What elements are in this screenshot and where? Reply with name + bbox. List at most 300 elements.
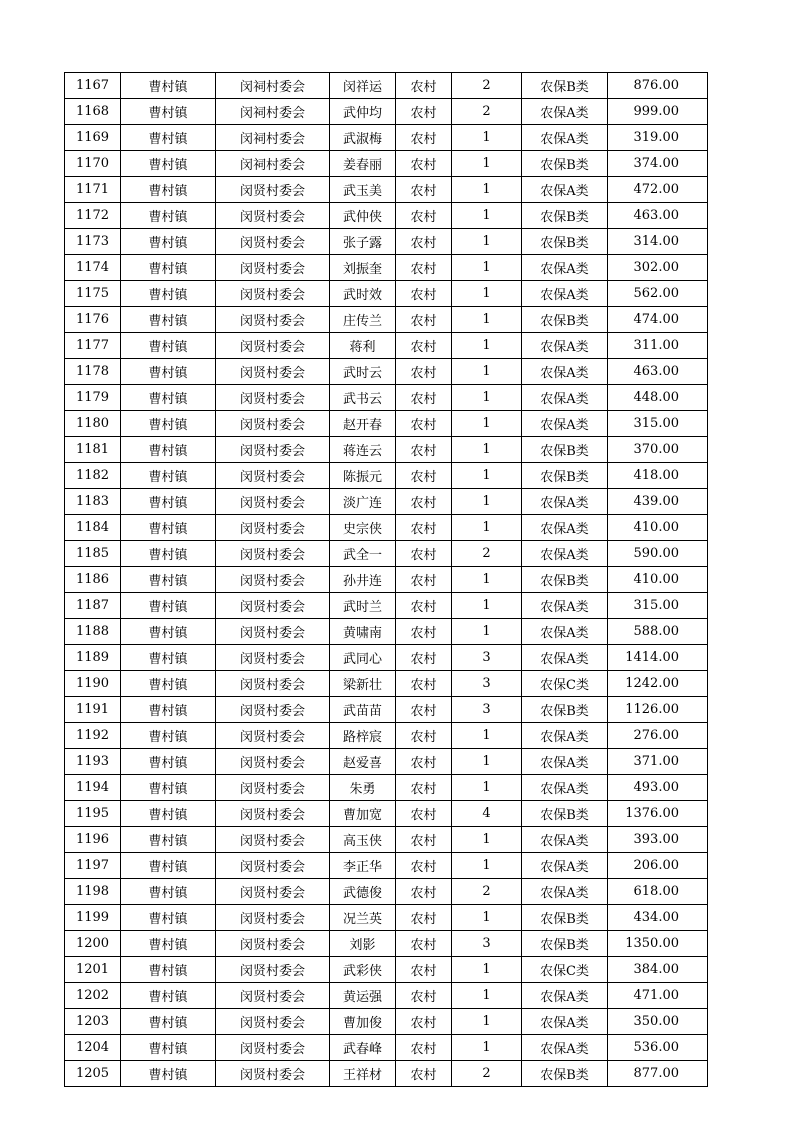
cell-row-no: 1188 — [65, 619, 121, 645]
cell-village-committee: 闵祠村委会 — [216, 73, 330, 99]
cell-category: 农村 — [396, 489, 452, 515]
cell-name: 史宗侠 — [330, 515, 396, 541]
cell-persons: 1 — [452, 827, 522, 853]
cell-persons: 1 — [452, 515, 522, 541]
cell-village-committee: 闵祠村委会 — [216, 99, 330, 125]
cell-persons: 1 — [452, 203, 522, 229]
cell-amount: 463.00 — [608, 359, 708, 385]
cell-village-committee: 闵贤村委会 — [216, 749, 330, 775]
cell-category: 农村 — [396, 645, 452, 671]
cell-town: 曹村镇 — [121, 125, 216, 151]
cell-category: 农村 — [396, 905, 452, 931]
cell-town: 曹村镇 — [121, 281, 216, 307]
cell-persons: 1 — [452, 281, 522, 307]
cell-village-committee: 闵贤村委会 — [216, 567, 330, 593]
table-row — [65, 99, 708, 125]
cell-name: 刘振奎 — [330, 255, 396, 281]
table-row — [65, 73, 708, 99]
cell-row-no: 1199 — [65, 905, 121, 931]
cell-persons: 1 — [452, 567, 522, 593]
table-row — [65, 567, 708, 593]
cell-amount: 302.00 — [608, 255, 708, 281]
cell-category: 农村 — [396, 385, 452, 411]
cell-amount: 536.00 — [608, 1035, 708, 1061]
cell-row-no: 1184 — [65, 515, 121, 541]
cell-category: 农村 — [396, 697, 452, 723]
cell-persons: 3 — [452, 697, 522, 723]
cell-amount: 384.00 — [608, 957, 708, 983]
table-row — [65, 281, 708, 307]
table-row — [65, 151, 708, 177]
cell-village-committee: 闵贤村委会 — [216, 463, 330, 489]
cell-row-no: 1169 — [65, 125, 121, 151]
table-row — [65, 723, 708, 749]
cell-amount: 434.00 — [608, 905, 708, 931]
cell-insurance-type: 农保A类 — [522, 723, 608, 749]
table-row — [65, 515, 708, 541]
cell-town: 曹村镇 — [121, 151, 216, 177]
cell-insurance-type: 农保B类 — [522, 801, 608, 827]
cell-village-committee: 闵贤村委会 — [216, 489, 330, 515]
cell-insurance-type: 农保B类 — [522, 437, 608, 463]
cell-category: 农村 — [396, 593, 452, 619]
cell-category: 农村 — [396, 775, 452, 801]
table-row — [65, 489, 708, 515]
cell-town: 曹村镇 — [121, 1035, 216, 1061]
cell-category: 农村 — [396, 99, 452, 125]
cell-insurance-type: 农保B类 — [522, 203, 608, 229]
cell-insurance-type: 农保A类 — [522, 411, 608, 437]
cell-insurance-type: 农保B类 — [522, 73, 608, 99]
cell-insurance-type: 农保A类 — [522, 827, 608, 853]
table-row — [65, 463, 708, 489]
cell-village-committee: 闵贤村委会 — [216, 515, 330, 541]
cell-village-committee: 闵贤村委会 — [216, 437, 330, 463]
cell-row-no: 1186 — [65, 567, 121, 593]
table-row — [65, 385, 708, 411]
cell-town: 曹村镇 — [121, 99, 216, 125]
cell-amount: 474.00 — [608, 307, 708, 333]
cell-row-no: 1195 — [65, 801, 121, 827]
cell-insurance-type: 农保A类 — [522, 1009, 608, 1035]
cell-persons: 1 — [452, 463, 522, 489]
cell-village-committee: 闵贤村委会 — [216, 619, 330, 645]
cell-village-committee: 闵贤村委会 — [216, 177, 330, 203]
cell-insurance-type: 农保A类 — [522, 515, 608, 541]
cell-town: 曹村镇 — [121, 853, 216, 879]
cell-name: 黄啸南 — [330, 619, 396, 645]
cell-village-committee: 闵贤村委会 — [216, 879, 330, 905]
cell-category: 农村 — [396, 1035, 452, 1061]
cell-amount: 393.00 — [608, 827, 708, 853]
cell-name: 武时云 — [330, 359, 396, 385]
cell-name: 武全一 — [330, 541, 396, 567]
cell-insurance-type: 农保A类 — [522, 593, 608, 619]
cell-row-no: 1172 — [65, 203, 121, 229]
cell-amount: 370.00 — [608, 437, 708, 463]
table-body — [65, 73, 708, 1087]
cell-name: 武淑梅 — [330, 125, 396, 151]
cell-town: 曹村镇 — [121, 697, 216, 723]
cell-name: 梁新壮 — [330, 671, 396, 697]
cell-row-no: 1177 — [65, 333, 121, 359]
cell-row-no: 1204 — [65, 1035, 121, 1061]
cell-row-no: 1190 — [65, 671, 121, 697]
cell-insurance-type: 农保B类 — [522, 463, 608, 489]
cell-row-no: 1189 — [65, 645, 121, 671]
table-row — [65, 593, 708, 619]
cell-town: 曹村镇 — [121, 775, 216, 801]
cell-persons: 2 — [452, 541, 522, 567]
cell-village-committee: 闵贤村委会 — [216, 905, 330, 931]
cell-category: 农村 — [396, 983, 452, 1009]
cell-category: 农村 — [396, 723, 452, 749]
cell-category: 农村 — [396, 203, 452, 229]
cell-village-committee: 闵贤村委会 — [216, 827, 330, 853]
table-row — [65, 697, 708, 723]
cell-insurance-type: 农保A类 — [522, 853, 608, 879]
cell-row-no: 1180 — [65, 411, 121, 437]
cell-row-no: 1201 — [65, 957, 121, 983]
cell-name: 庄传兰 — [330, 307, 396, 333]
cell-persons: 3 — [452, 931, 522, 957]
cell-insurance-type: 农保B类 — [522, 307, 608, 333]
cell-category: 农村 — [396, 73, 452, 99]
cell-category: 农村 — [396, 567, 452, 593]
cell-town: 曹村镇 — [121, 931, 216, 957]
cell-category: 农村 — [396, 671, 452, 697]
cell-town: 曹村镇 — [121, 411, 216, 437]
cell-category: 农村 — [396, 1061, 452, 1087]
cell-town: 曹村镇 — [121, 671, 216, 697]
cell-name: 武苗苗 — [330, 697, 396, 723]
cell-row-no: 1196 — [65, 827, 121, 853]
cell-insurance-type: 农保A类 — [522, 281, 608, 307]
cell-village-committee: 闵贤村委会 — [216, 411, 330, 437]
cell-amount: 371.00 — [608, 749, 708, 775]
cell-row-no: 1178 — [65, 359, 121, 385]
cell-town: 曹村镇 — [121, 333, 216, 359]
table-row — [65, 749, 708, 775]
cell-village-committee: 闵贤村委会 — [216, 775, 330, 801]
cell-category: 农村 — [396, 749, 452, 775]
cell-insurance-type: 农保B类 — [522, 697, 608, 723]
cell-persons: 2 — [452, 73, 522, 99]
cell-insurance-type: 农保A类 — [522, 255, 608, 281]
cell-name: 淡广连 — [330, 489, 396, 515]
table-row — [65, 619, 708, 645]
cell-amount: 590.00 — [608, 541, 708, 567]
cell-persons: 1 — [452, 359, 522, 385]
cell-category: 农村 — [396, 307, 452, 333]
cell-village-committee: 闵贤村委会 — [216, 957, 330, 983]
cell-town: 曹村镇 — [121, 515, 216, 541]
cell-town: 曹村镇 — [121, 489, 216, 515]
cell-insurance-type: 农保A类 — [522, 125, 608, 151]
cell-village-committee: 闵贤村委会 — [216, 671, 330, 697]
cell-row-no: 1176 — [65, 307, 121, 333]
table-row — [65, 853, 708, 879]
cell-insurance-type: 农保A类 — [522, 359, 608, 385]
table-row — [65, 333, 708, 359]
cell-row-no: 1193 — [65, 749, 121, 775]
cell-insurance-type: 农保A类 — [522, 619, 608, 645]
cell-amount: 562.00 — [608, 281, 708, 307]
cell-amount: 374.00 — [608, 151, 708, 177]
cell-row-no: 1200 — [65, 931, 121, 957]
cell-persons: 1 — [452, 411, 522, 437]
table-row — [65, 775, 708, 801]
cell-amount: 315.00 — [608, 593, 708, 619]
cell-name: 武春峰 — [330, 1035, 396, 1061]
table-row — [65, 1009, 708, 1035]
cell-name: 武玉美 — [330, 177, 396, 203]
cell-name: 刘影 — [330, 931, 396, 957]
cell-village-committee: 闵贤村委会 — [216, 931, 330, 957]
cell-town: 曹村镇 — [121, 1061, 216, 1087]
cell-row-no: 1179 — [65, 385, 121, 411]
table-row — [65, 177, 708, 203]
cell-row-no: 1194 — [65, 775, 121, 801]
cell-category: 农村 — [396, 827, 452, 853]
cell-village-committee: 闵贤村委会 — [216, 203, 330, 229]
cell-row-no: 1185 — [65, 541, 121, 567]
cell-persons: 1 — [452, 1035, 522, 1061]
cell-name: 武时效 — [330, 281, 396, 307]
cell-village-committee: 闵贤村委会 — [216, 723, 330, 749]
cell-village-committee: 闵贤村委会 — [216, 801, 330, 827]
cell-amount: 472.00 — [608, 177, 708, 203]
cell-persons: 1 — [452, 385, 522, 411]
cell-name: 武彩侠 — [330, 957, 396, 983]
cell-name: 高玉侠 — [330, 827, 396, 853]
cell-persons: 1 — [452, 333, 522, 359]
cell-category: 农村 — [396, 619, 452, 645]
table-row — [65, 255, 708, 281]
cell-town: 曹村镇 — [121, 957, 216, 983]
cell-town: 曹村镇 — [121, 177, 216, 203]
cell-insurance-type: 农保A类 — [522, 177, 608, 203]
cell-town: 曹村镇 — [121, 749, 216, 775]
cell-town: 曹村镇 — [121, 723, 216, 749]
cell-town: 曹村镇 — [121, 203, 216, 229]
cell-row-no: 1202 — [65, 983, 121, 1009]
cell-village-committee: 闵贤村委会 — [216, 333, 330, 359]
cell-row-no: 1175 — [65, 281, 121, 307]
table-row — [65, 203, 708, 229]
cell-row-no: 1192 — [65, 723, 121, 749]
cell-name: 武仲侠 — [330, 203, 396, 229]
cell-row-no: 1168 — [65, 99, 121, 125]
cell-amount: 314.00 — [608, 229, 708, 255]
cell-insurance-type: 农保A类 — [522, 645, 608, 671]
cell-name: 赵开春 — [330, 411, 396, 437]
cell-insurance-type: 农保B类 — [522, 931, 608, 957]
cell-category: 农村 — [396, 437, 452, 463]
cell-town: 曹村镇 — [121, 255, 216, 281]
cell-amount: 1414.00 — [608, 645, 708, 671]
cell-persons: 2 — [452, 1061, 522, 1087]
cell-amount: 206.00 — [608, 853, 708, 879]
cell-amount: 418.00 — [608, 463, 708, 489]
cell-town: 曹村镇 — [121, 463, 216, 489]
cell-category: 农村 — [396, 255, 452, 281]
cell-name: 闵祥运 — [330, 73, 396, 99]
cell-row-no: 1205 — [65, 1061, 121, 1087]
cell-row-no: 1191 — [65, 697, 121, 723]
cell-category: 农村 — [396, 411, 452, 437]
cell-persons: 1 — [452, 957, 522, 983]
cell-town: 曹村镇 — [121, 879, 216, 905]
cell-row-no: 1203 — [65, 1009, 121, 1035]
cell-name: 曹加宽 — [330, 801, 396, 827]
table-row — [65, 827, 708, 853]
cell-village-committee: 闵贤村委会 — [216, 255, 330, 281]
cell-amount: 877.00 — [608, 1061, 708, 1087]
cell-village-committee: 闵贤村委会 — [216, 1061, 330, 1087]
subsidy-table — [64, 72, 708, 1087]
cell-village-committee: 闵贤村委会 — [216, 281, 330, 307]
cell-category: 农村 — [396, 957, 452, 983]
cell-village-committee: 闵贤村委会 — [216, 229, 330, 255]
cell-row-no: 1181 — [65, 437, 121, 463]
cell-row-no: 1198 — [65, 879, 121, 905]
cell-category: 农村 — [396, 333, 452, 359]
cell-persons: 1 — [452, 151, 522, 177]
cell-town: 曹村镇 — [121, 645, 216, 671]
cell-insurance-type: 农保C类 — [522, 957, 608, 983]
cell-village-committee: 闵贤村委会 — [216, 359, 330, 385]
cell-town: 曹村镇 — [121, 73, 216, 99]
cell-town: 曹村镇 — [121, 359, 216, 385]
cell-insurance-type: 农保B类 — [522, 905, 608, 931]
cell-amount: 311.00 — [608, 333, 708, 359]
cell-name: 武时兰 — [330, 593, 396, 619]
cell-row-no: 1182 — [65, 463, 121, 489]
table-row — [65, 957, 708, 983]
table-row — [65, 801, 708, 827]
cell-category: 农村 — [396, 1009, 452, 1035]
cell-persons: 1 — [452, 255, 522, 281]
table-row — [65, 125, 708, 151]
cell-category: 农村 — [396, 515, 452, 541]
cell-village-committee: 闵贤村委会 — [216, 983, 330, 1009]
cell-amount: 1242.00 — [608, 671, 708, 697]
cell-village-committee: 闵贤村委会 — [216, 307, 330, 333]
cell-name: 姜春丽 — [330, 151, 396, 177]
cell-insurance-type: 农保A类 — [522, 775, 608, 801]
cell-name: 蒋利 — [330, 333, 396, 359]
cell-insurance-type: 农保A类 — [522, 541, 608, 567]
cell-village-committee: 闵祠村委会 — [216, 125, 330, 151]
cell-village-committee: 闵贤村委会 — [216, 541, 330, 567]
cell-name: 孙井连 — [330, 567, 396, 593]
cell-village-committee: 闵贤村委会 — [216, 1009, 330, 1035]
cell-row-no: 1167 — [65, 73, 121, 99]
cell-town: 曹村镇 — [121, 385, 216, 411]
cell-town: 曹村镇 — [121, 983, 216, 1009]
cell-name: 武同心 — [330, 645, 396, 671]
cell-amount: 471.00 — [608, 983, 708, 1009]
cell-insurance-type: 农保A类 — [522, 489, 608, 515]
cell-row-no: 1170 — [65, 151, 121, 177]
cell-amount: 410.00 — [608, 515, 708, 541]
cell-town: 曹村镇 — [121, 1009, 216, 1035]
cell-town: 曹村镇 — [121, 801, 216, 827]
cell-town: 曹村镇 — [121, 905, 216, 931]
cell-category: 农村 — [396, 801, 452, 827]
cell-persons: 3 — [452, 645, 522, 671]
cell-insurance-type: 农保A类 — [522, 749, 608, 775]
cell-amount: 588.00 — [608, 619, 708, 645]
cell-amount: 276.00 — [608, 723, 708, 749]
cell-row-no: 1174 — [65, 255, 121, 281]
cell-persons: 1 — [452, 1009, 522, 1035]
cell-amount: 618.00 — [608, 879, 708, 905]
table-row — [65, 359, 708, 385]
cell-village-committee: 闵贤村委会 — [216, 593, 330, 619]
cell-village-committee: 闵祠村委会 — [216, 151, 330, 177]
table-row — [65, 1061, 708, 1087]
cell-village-committee: 闵贤村委会 — [216, 1035, 330, 1061]
cell-persons: 1 — [452, 723, 522, 749]
cell-insurance-type: 农保B类 — [522, 1061, 608, 1087]
cell-category: 农村 — [396, 281, 452, 307]
cell-name: 李正华 — [330, 853, 396, 879]
cell-town: 曹村镇 — [121, 307, 216, 333]
cell-insurance-type: 农保A类 — [522, 333, 608, 359]
cell-town: 曹村镇 — [121, 567, 216, 593]
cell-insurance-type: 农保B类 — [522, 151, 608, 177]
cell-persons: 1 — [452, 125, 522, 151]
table-row — [65, 229, 708, 255]
cell-village-committee: 闵贤村委会 — [216, 385, 330, 411]
cell-insurance-type: 农保B类 — [522, 567, 608, 593]
cell-town: 曹村镇 — [121, 619, 216, 645]
table-row — [65, 905, 708, 931]
cell-village-committee: 闵贤村委会 — [216, 853, 330, 879]
cell-persons: 1 — [452, 489, 522, 515]
cell-row-no: 1171 — [65, 177, 121, 203]
cell-persons: 2 — [452, 99, 522, 125]
cell-town: 曹村镇 — [121, 827, 216, 853]
table-row — [65, 437, 708, 463]
cell-amount: 350.00 — [608, 1009, 708, 1035]
table-row — [65, 1035, 708, 1061]
cell-insurance-type: 农保A类 — [522, 983, 608, 1009]
cell-persons: 1 — [452, 229, 522, 255]
cell-town: 曹村镇 — [121, 593, 216, 619]
cell-town: 曹村镇 — [121, 541, 216, 567]
cell-name: 赵爱喜 — [330, 749, 396, 775]
cell-village-committee: 闵贤村委会 — [216, 697, 330, 723]
cell-amount: 410.00 — [608, 567, 708, 593]
cell-town: 曹村镇 — [121, 229, 216, 255]
cell-row-no: 1173 — [65, 229, 121, 255]
cell-persons: 1 — [452, 177, 522, 203]
cell-amount: 319.00 — [608, 125, 708, 151]
cell-persons: 2 — [452, 879, 522, 905]
cell-amount: 448.00 — [608, 385, 708, 411]
cell-name: 王祥材 — [330, 1061, 396, 1087]
cell-amount: 493.00 — [608, 775, 708, 801]
cell-name: 武书云 — [330, 385, 396, 411]
cell-town: 曹村镇 — [121, 437, 216, 463]
cell-name: 朱勇 — [330, 775, 396, 801]
table-row — [65, 931, 708, 957]
cell-persons: 1 — [452, 307, 522, 333]
cell-amount: 1376.00 — [608, 801, 708, 827]
